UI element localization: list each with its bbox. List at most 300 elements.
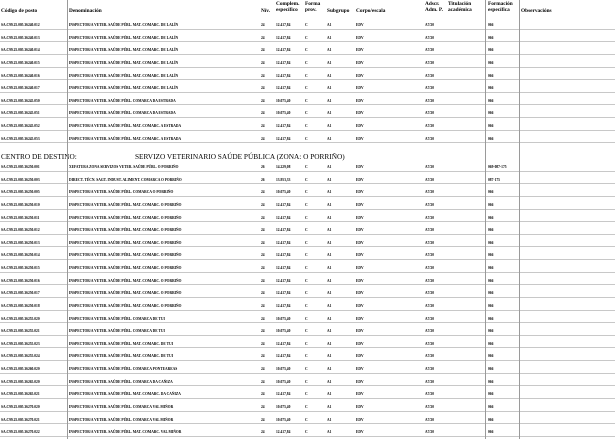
cell-denominacion: INSPECTOR/A VETER. SAÚDE PÚBL. MAT. COMARC. O PORRIÑO xyxy=(69,266,182,270)
cell-nivel: 24 xyxy=(261,136,265,141)
header-codigo: Código de posto xyxy=(1,8,38,14)
cell-denominacion: INSPECTOR/A VETER. SAÚDE PÚBL. MAT. COMARC. A ESTRADA xyxy=(69,136,182,141)
cell-complemento: 10.075,40 xyxy=(276,329,291,334)
cell-adscricion: A7/20 xyxy=(425,392,434,397)
cell-codigo: SA.C99.25.005.36270.021 xyxy=(1,417,40,422)
cell-codigo: SA.C99.25.005.36240.015 xyxy=(1,60,40,65)
cell-subgrupo: A1 xyxy=(327,291,332,296)
cell-corpo: EDV xyxy=(356,98,364,103)
bottom-rows xyxy=(0,161,615,439)
table-row xyxy=(0,19,615,32)
cell-denominacion: INSPECTOR/A VETER. SAÚDE PÚBL. MAT. COMARC. O PORRIÑO xyxy=(69,240,182,245)
cell-nivel: 24 xyxy=(261,228,265,233)
cell-corpo: EDV xyxy=(356,303,364,308)
centro-label: CENTRO DE DESTINO: xyxy=(1,152,77,161)
cell-complemento: 12.417,84 xyxy=(276,266,291,270)
cell-adscricion: A7/20 xyxy=(425,177,434,182)
table-row xyxy=(0,95,615,108)
cell-codigo: SA.C99.25.005.36250.017 xyxy=(1,291,40,296)
row-divider xyxy=(0,234,615,235)
cell-formacion: 066 xyxy=(488,303,494,308)
table-row xyxy=(0,338,615,351)
cell-complemento: 12.417,84 xyxy=(276,202,291,207)
cell-adscricion: A7/20 xyxy=(425,165,434,169)
table-row xyxy=(0,350,615,363)
cell-formacion: 066 xyxy=(488,404,494,409)
cell-codigo: SA.C99.25.005.36250.016 xyxy=(1,278,40,283)
cell-adscricion: A7/20 xyxy=(425,86,434,91)
cell-complemento: 12.417,84 xyxy=(276,73,291,78)
cell-subgrupo: A1 xyxy=(327,404,332,409)
cell-subgrupo: A1 xyxy=(327,215,332,220)
table-row xyxy=(0,212,615,225)
cell-corpo: EDV xyxy=(356,329,364,334)
cell-adscricion: A7/20 xyxy=(425,291,434,296)
cell-corpo: EDV xyxy=(356,266,364,270)
cell-forma: C xyxy=(305,316,308,321)
cell-subgrupo: A1 xyxy=(327,354,332,359)
cell-subgrupo: A1 xyxy=(327,73,332,78)
table-row xyxy=(0,249,615,262)
cell-adscricion: A7/20 xyxy=(425,367,434,371)
table-row xyxy=(0,199,615,212)
cell-formacion: 066 xyxy=(488,124,494,128)
cell-nivel: 24 xyxy=(261,291,265,296)
cell-nivel: 26 xyxy=(261,177,265,182)
table-row xyxy=(0,57,615,70)
cell-formacion: 066 xyxy=(488,354,494,359)
cell-forma: C xyxy=(305,354,308,359)
table-row xyxy=(0,300,615,313)
top-rows xyxy=(0,19,615,145)
cell-forma: C xyxy=(305,165,308,169)
cell-corpo: EDV xyxy=(356,253,364,258)
cell-nivel: 24 xyxy=(261,124,265,128)
header-complemento: Complem. específico xyxy=(276,1,300,13)
table-row xyxy=(0,313,615,326)
cell-nivel: 24 xyxy=(261,60,265,65)
cell-forma: C xyxy=(305,48,308,53)
cell-formacion: 066 xyxy=(488,86,494,91)
cell-nivel: 24 xyxy=(261,417,265,422)
cell-adscricion: A7/20 xyxy=(425,60,434,65)
cell-complemento: 12.417,84 xyxy=(276,23,291,27)
cell-subgrupo: A1 xyxy=(327,379,332,384)
cell-formacion: 066 xyxy=(488,60,494,65)
cell-codigo: SA.C99.25.005.36245.052 xyxy=(1,124,40,128)
cell-adscricion: A7/20 xyxy=(425,253,434,258)
cell-forma: C xyxy=(305,23,308,27)
cell-forma: C xyxy=(305,417,308,422)
cell-codigo: SA.C99.25.005.36250.015 xyxy=(1,266,40,270)
cell-complemento: 10.075,40 xyxy=(276,379,291,384)
cell-subgrupo: A1 xyxy=(327,124,332,128)
cell-subgrupo: A1 xyxy=(327,228,332,233)
cell-forma: C xyxy=(305,430,308,435)
cell-complemento: 12.417,84 xyxy=(276,291,291,296)
table-row xyxy=(0,186,615,199)
cell-subgrupo: A1 xyxy=(327,190,332,195)
cell-formacion: 066 xyxy=(488,98,494,103)
cell-forma: C xyxy=(305,98,308,103)
table-row xyxy=(0,32,615,45)
cell-complemento: 12.417,84 xyxy=(276,253,291,258)
cell-nivel: 24 xyxy=(261,111,265,116)
cell-forma: C xyxy=(305,111,308,116)
cell-subgrupo: A1 xyxy=(327,177,332,182)
cell-codigo: SA.C99.25.005.36255.021 xyxy=(1,329,40,334)
cell-denominacion: INSPECTOR/A VETER. SAÚDE PÚBL. MAT. COMARC. A ESTRADA xyxy=(69,124,182,128)
cell-formacion: 066 xyxy=(488,278,494,283)
cell-codigo: SA.C99.25.005.36255.020 xyxy=(1,316,40,321)
cell-corpo: EDV xyxy=(356,165,364,169)
cell-corpo: EDV xyxy=(356,278,364,283)
cell-denominacion: INSPECTOR/A VETER. SAÚDE PÚBL. MAT. COMARC. O PORRIÑO xyxy=(69,291,182,296)
cell-adscricion: A7/20 xyxy=(425,228,434,233)
cell-codigo: SA.C99.25.005.36250.011 xyxy=(1,215,40,220)
header-forma: Forma prov. xyxy=(305,1,321,13)
cell-codigo: SA.C99.25.005.36260.020 xyxy=(1,367,40,371)
cell-denominacion: INSPECTOR/A VETER. SAÚDE PÚBL. MAT. COMARC. DE LALÍN xyxy=(69,86,179,91)
cell-nivel: 24 xyxy=(261,190,265,195)
table-row xyxy=(0,161,615,174)
cell-complemento: 13.953,33 xyxy=(276,177,291,182)
cell-subgrupo: A1 xyxy=(327,48,332,53)
row-divider xyxy=(0,284,615,285)
cell-codigo: SA.C99.25.005.36250.003 xyxy=(1,177,40,182)
cell-subgrupo: A1 xyxy=(327,329,332,334)
cell-corpo: EDV xyxy=(356,392,364,397)
cell-nivel: 24 xyxy=(261,379,265,384)
cell-denominacion: INSPECTOR/A VETER. SAÚDE PÚBL. COMARCA PONTEAREAS xyxy=(69,367,178,371)
cell-adscricion: A7/20 xyxy=(425,278,434,283)
column-divider xyxy=(485,0,486,439)
cell-subgrupo: A1 xyxy=(327,60,332,65)
row-divider xyxy=(0,297,615,298)
cell-complemento: 10.075,40 xyxy=(276,404,291,409)
cell-codigo: SA.C99.25.005.36245.050 xyxy=(1,98,40,103)
cell-corpo: EDV xyxy=(356,190,364,195)
cell-subgrupo: A1 xyxy=(327,98,332,103)
table-row xyxy=(0,401,615,414)
cell-formacion: 066 xyxy=(488,392,494,397)
cell-denominacion: INSPECTOR/A VETER. SAÚDE PÚBL. MAT. COMARC. DE LALÍN xyxy=(69,35,179,40)
cell-codigo: SA.C99.25.005.36250.001 xyxy=(1,165,40,169)
cell-subgrupo: A1 xyxy=(327,253,332,258)
cell-complemento: 10.075,40 xyxy=(276,417,291,422)
row-divider xyxy=(0,117,615,118)
cell-corpo: EDV xyxy=(356,177,364,182)
table-row xyxy=(0,262,615,275)
cell-nivel: 26 xyxy=(261,165,265,169)
header-subgrupo: Subgrupo xyxy=(327,8,350,14)
row-divider xyxy=(0,196,615,197)
row-divider xyxy=(0,411,615,412)
cell-nivel: 24 xyxy=(261,23,265,27)
table-row xyxy=(0,237,615,250)
cell-adscricion: A7/20 xyxy=(425,190,434,195)
cell-codigo: SA.C99.25.005.36250.013 xyxy=(1,240,40,245)
row-divider xyxy=(0,67,615,68)
cell-forma: C xyxy=(305,253,308,258)
cell-formacion: 066 xyxy=(488,379,494,384)
cell-nivel: 24 xyxy=(261,266,265,270)
cell-codigo: SA.C99.25.005.36250.010 xyxy=(1,202,40,207)
cell-codigo: SA.C99.25.005.36250.018 xyxy=(1,303,40,308)
cell-denominacion: INSPECTOR/A VETER. SAÚDE PÚBL. MAT. COMARC. DE LALÍN xyxy=(69,48,179,53)
cell-subgrupo: A1 xyxy=(327,202,332,207)
row-divider xyxy=(0,183,615,184)
column-divider xyxy=(519,0,520,439)
cell-subgrupo: A1 xyxy=(327,303,332,308)
cell-forma: C xyxy=(305,190,308,195)
cell-adscricion: A7/20 xyxy=(425,354,434,359)
cell-codigo: SA.C99.25.005.36240.017 xyxy=(1,86,40,91)
cell-forma: C xyxy=(305,303,308,308)
cell-nivel: 24 xyxy=(261,278,265,283)
header-titulacion: Titulación académica xyxy=(448,1,472,13)
cell-corpo: EDV xyxy=(356,240,364,245)
cell-subgrupo: A1 xyxy=(327,23,332,27)
cell-corpo: EDV xyxy=(356,379,364,384)
cell-adscricion: A7/20 xyxy=(425,303,434,308)
row-divider xyxy=(0,347,615,348)
cell-corpo: EDV xyxy=(356,73,364,78)
cell-codigo: SA.C99.25.005.36270.022 xyxy=(1,430,40,435)
cell-forma: C xyxy=(305,202,308,207)
table-row xyxy=(0,388,615,401)
table-row xyxy=(0,44,615,57)
row-divider xyxy=(0,272,615,273)
cell-corpo: EDV xyxy=(356,202,364,207)
cell-formacion: 066 xyxy=(488,202,494,207)
row-divider xyxy=(0,209,615,210)
cell-nivel: 24 xyxy=(261,202,265,207)
cell-forma: C xyxy=(305,278,308,283)
cell-adscricion: A7/20 xyxy=(425,404,434,409)
cell-codigo: SA.C99.25.005.36245.053 xyxy=(1,136,40,141)
cell-adscricion: A7/20 xyxy=(425,35,434,40)
cell-adscricion: A7/20 xyxy=(425,341,434,346)
cell-adscricion: A7/20 xyxy=(425,136,434,141)
cell-complemento: 10.075,40 xyxy=(276,111,291,116)
cell-formacion: 066 xyxy=(488,316,494,321)
cell-denominacion: INSPECTOR/A VETER. SAÚDE PÚBL. COMARCA DA CAÑIZA xyxy=(69,379,173,384)
header-denominacion: Denominación xyxy=(69,8,102,14)
cell-codigo: SA.C99.25.005.36270.020 xyxy=(1,404,40,409)
table-header xyxy=(0,0,615,20)
cell-denominacion: XEFATURA ZONA SERVIZOS VETER. SAÚDE PÚBL. O PORRIÑO xyxy=(69,165,179,169)
cell-subgrupo: A1 xyxy=(327,86,332,91)
cell-adscricion: A7/20 xyxy=(425,202,434,207)
cell-corpo: EDV xyxy=(356,60,364,65)
cell-corpo: EDV xyxy=(356,367,364,371)
cell-formacion: 066 xyxy=(488,228,494,233)
cell-adscricion: A7/20 xyxy=(425,417,434,422)
cell-denominacion: INSPECTOR/A VETER. SAÚDE PÚBL. MAT. COMARC. O PORRIÑO xyxy=(69,215,182,220)
table-row xyxy=(0,376,615,389)
cell-formacion: 069-087-175 xyxy=(488,165,507,169)
cell-complemento: 12.417,84 xyxy=(276,48,291,53)
row-divider xyxy=(0,436,615,437)
cell-adscricion: A7/20 xyxy=(425,23,434,27)
cell-nivel: 24 xyxy=(261,35,265,40)
cell-denominacion: DIRECT. TÉCN. SAGT. INDUST. ALIMENT. COMARCA O PORRIÑO xyxy=(69,177,182,182)
cell-codigo: SA.C99.25.005.36250.014 xyxy=(1,253,40,258)
cell-forma: C xyxy=(305,392,308,397)
header-observacions: Observacións xyxy=(521,8,552,14)
cell-forma: C xyxy=(305,35,308,40)
cell-forma: C xyxy=(305,136,308,141)
cell-forma: C xyxy=(305,60,308,65)
header-adscricion: Adscr. Adm. P. xyxy=(425,1,443,13)
table-row xyxy=(0,174,615,187)
cell-nivel: 24 xyxy=(261,98,265,103)
row-divider xyxy=(0,423,615,424)
cell-formacion: 066 xyxy=(488,367,494,371)
cell-adscricion: A7/20 xyxy=(425,316,434,321)
cell-subgrupo: A1 xyxy=(327,367,332,371)
cell-complemento: 14.229,08 xyxy=(276,165,291,169)
cell-formacion: 066 xyxy=(488,291,494,296)
cell-denominacion: INSPECTOR/A VETER. SAÚDE PÚBL. COMARCA VAL MIÑOR xyxy=(69,417,174,422)
cell-nivel: 24 xyxy=(261,341,265,346)
column-divider xyxy=(67,0,68,439)
cell-complemento: 10.075,40 xyxy=(276,98,291,103)
cell-forma: C xyxy=(305,228,308,233)
cell-corpo: EDV xyxy=(356,111,364,116)
cell-codigo: SA.C99.25.005.36250.012 xyxy=(1,228,40,233)
cell-formacion: 066 xyxy=(488,430,494,435)
cell-corpo: EDV xyxy=(356,341,364,346)
row-divider xyxy=(0,398,615,399)
cell-complemento: 12.417,84 xyxy=(276,354,291,359)
table-row xyxy=(0,82,615,95)
cell-complemento: 12.417,84 xyxy=(276,86,291,91)
row-divider xyxy=(0,92,615,93)
cell-denominacion: INSPECTOR/A VETER. SAÚDE PÚBL. MAT. COMARC. DE LALÍN xyxy=(69,23,179,27)
row-divider xyxy=(0,54,615,55)
cell-adscricion: A7/20 xyxy=(425,124,434,128)
cell-nivel: 24 xyxy=(261,303,265,308)
cell-nivel: 24 xyxy=(261,48,265,53)
table-row xyxy=(0,275,615,288)
cell-complemento: 12.417,84 xyxy=(276,430,291,435)
cell-denominacion: INSPECTOR/A VETER. SAÚDE PÚBL. MAT. COMARC. O PORRIÑO xyxy=(69,303,182,308)
cell-denominacion: INSPECTOR/A VETER. SAÚDE PÚBL. COMARCA O PORRIÑO xyxy=(69,190,174,195)
cell-formacion: 066 xyxy=(488,190,494,195)
table-row xyxy=(0,414,615,427)
cell-denominacion: INSPECTOR/A VETER. SAÚDE PÚBL. MAT. COMARC. DA CAÑIZA xyxy=(69,392,181,397)
cell-forma: C xyxy=(305,73,308,78)
table-row xyxy=(0,120,615,133)
cell-complemento: 12.417,84 xyxy=(276,136,291,141)
cell-nivel: 24 xyxy=(261,86,265,91)
cell-forma: C xyxy=(305,86,308,91)
row-divider xyxy=(0,221,615,222)
cell-adscricion: A7/20 xyxy=(425,111,434,116)
cell-codigo: SA.C99.25.005.36240.012 xyxy=(1,23,40,27)
table-row xyxy=(0,426,615,439)
cell-adscricion: A7/20 xyxy=(425,430,434,435)
cell-complemento: 12.417,84 xyxy=(276,278,291,283)
cell-formacion: 087-175 xyxy=(488,177,500,182)
cell-formacion: 066 xyxy=(488,48,494,53)
row-divider xyxy=(0,130,615,131)
table-row xyxy=(0,224,615,237)
cell-forma: C xyxy=(305,341,308,346)
cell-codigo: SA.C99.25.005.36255.024 xyxy=(1,354,40,359)
cell-nivel: 24 xyxy=(261,404,265,409)
cell-adscricion: A7/20 xyxy=(425,98,434,103)
row-divider xyxy=(0,385,615,386)
header-corpo: Corpo/escala xyxy=(356,8,386,14)
cell-subgrupo: A1 xyxy=(327,417,332,422)
header-nivel: Nív. xyxy=(261,8,270,14)
cell-subgrupo: A1 xyxy=(327,35,332,40)
cell-adscricion: A7/20 xyxy=(425,48,434,53)
cell-codigo: SA.C99.25.005.36255.023 xyxy=(1,341,40,346)
cell-forma: C xyxy=(305,329,308,334)
header-formacion: Formación específica xyxy=(488,1,513,13)
table-row xyxy=(0,107,615,120)
cell-corpo: EDV xyxy=(356,316,364,321)
cell-formacion: 066 xyxy=(488,417,494,422)
cell-codigo: SA.C99.25.005.36245.051 xyxy=(1,111,40,116)
cell-subgrupo: A1 xyxy=(327,266,332,270)
cell-corpo: EDV xyxy=(356,228,364,233)
cell-adscricion: A7/20 xyxy=(425,379,434,384)
cell-denominacion: INSPECTOR/A VETER. SAÚDE PÚBL. MAT. COMARC. VAL MIÑOR xyxy=(69,430,182,435)
cell-formacion: 066 xyxy=(488,240,494,245)
cell-formacion: 066 xyxy=(488,136,494,141)
cell-complemento: 12.417,84 xyxy=(276,392,291,397)
cell-denominacion: INSPECTOR/A VETER. SAÚDE PÚBL. MAT. COMARC. O PORRIÑO xyxy=(69,253,182,258)
cell-forma: C xyxy=(305,379,308,384)
cell-subgrupo: A1 xyxy=(327,278,332,283)
cell-complemento: 12.417,84 xyxy=(276,341,291,346)
cell-adscricion: A7/20 xyxy=(425,240,434,245)
cell-subgrupo: A1 xyxy=(327,111,332,116)
table-row xyxy=(0,70,615,83)
row-divider xyxy=(0,259,615,260)
row-divider xyxy=(0,335,615,336)
cell-denominacion: INSPECTOR/A VETER. SAÚDE PÚBL. COMARCA VAL MIÑOR xyxy=(69,404,174,409)
cell-nivel: 24 xyxy=(261,316,265,321)
cell-codigo: SA.C99.25.005.36240.016 xyxy=(1,73,40,78)
cell-codigo: SA.C99.25.005.36240.013 xyxy=(1,35,40,40)
cell-adscricion: A7/20 xyxy=(425,73,434,78)
cell-nivel: 24 xyxy=(261,430,265,435)
cell-subgrupo: A1 xyxy=(327,430,332,435)
cell-formacion: 066 xyxy=(488,23,494,27)
cell-denominacion: INSPECTOR/A VETER. SAÚDE PÚBL. COMARCA DA ESTRADA xyxy=(69,111,176,116)
cell-forma: C xyxy=(305,266,308,270)
cell-formacion: 066 xyxy=(488,35,494,40)
cell-denominacion: INSPECTOR/A VETER. SAÚDE PÚBL. MAT. COMARC. DE TUI xyxy=(69,354,173,359)
row-divider xyxy=(0,373,615,374)
cell-complemento: 12.417,84 xyxy=(276,60,291,65)
cell-formacion: 066 xyxy=(488,341,494,346)
cell-complemento: 12.417,84 xyxy=(276,240,291,245)
cell-corpo: EDV xyxy=(356,430,364,435)
row-divider xyxy=(0,171,615,172)
cell-codigo: SA.C99.25.005.36240.014 xyxy=(1,48,40,53)
table-row xyxy=(0,325,615,338)
cell-complemento: 12.417,84 xyxy=(276,35,291,40)
row-divider xyxy=(0,41,615,42)
cell-adscricion: A7/20 xyxy=(425,329,434,334)
